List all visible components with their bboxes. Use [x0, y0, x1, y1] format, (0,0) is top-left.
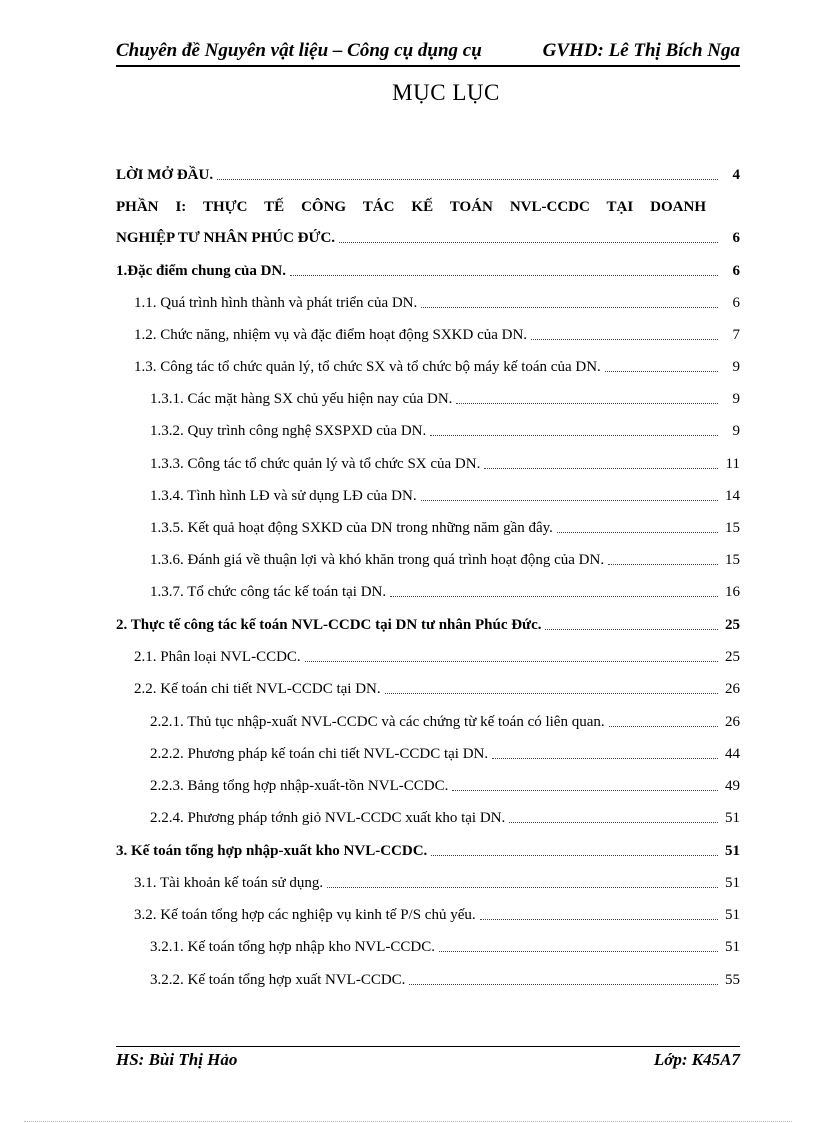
toc-entry: 3. Kế toán tổng hợp nhập-xuất kho NVL-CCDC. 51 [116, 843, 740, 859]
toc-entry: 3.2. Kế toán tổng hợp các nghiệp vụ kinh tế P/S chủ yếu. 51 [134, 907, 740, 923]
page-header [116, 38, 740, 67]
toc-entry: 1.3.1. Các mặt hàng SX chủ yếu hiện nay của DN. 9 [150, 391, 740, 407]
toc-entry: 1.3. Công tác tổ chức quản lý, tổ chức SX và tổ chức bộ máy kế toán của DN. 9 [134, 359, 740, 375]
toc-entry: 2.2.2. Phương pháp kế toán chi tiết NVL-CCDC tại DN. 44 [150, 746, 740, 762]
header-supervisor: GVHD: Lê Thị Bích Nga [542, 40, 740, 61]
toc-entry: 2.1. Phân loại NVL-CCDC. 25 [134, 649, 740, 665]
toc-entry: 1.3.2. Quy trình công nghệ SXSPXD của DN. 9 [150, 423, 740, 439]
toc-entry: 3.2.1. Kế toán tổng hợp nhập kho NVL-CCDC. 51 [150, 939, 740, 955]
toc-entry: 1.3.6. Đánh giá về thuận lợi và khó khăn trong quá trình hoạt động của DN. 15 [150, 552, 740, 568]
toc-entry: 1.3.5. Kết quả hoạt động SXKD của DN trong những năm gần đây. 15 [150, 520, 740, 536]
toc-entry: 1.3.4. Tình hình LĐ và sử dụng LĐ của DN. 14 [150, 488, 740, 504]
toc-entry: 2.2.3. Bảng tổng hợp nhập-xuất-tồn NVL-CCDC. 49 [150, 778, 740, 794]
toc-entry: 3.1. Tài khoản kế toán sử dụng. 51 [134, 875, 740, 891]
header-subject: Chuyên đề Nguyên vật liệu – Công cụ dụng cụ [116, 40, 482, 61]
toc-entry: 3.2.2. Kế toán tổng hợp xuất NVL-CCDC. 55 [150, 972, 740, 988]
page-title: MỤC LỤC [392, 80, 500, 105]
toc-entry-part1: NGHIỆP TƯ NHÂN PHÚC ĐỨC. 6 [116, 230, 740, 246]
toc-entry: 1.2. Chức năng, nhiệm vụ và đặc điểm hoạt động SXKD của DN. 7 [134, 327, 740, 343]
footer-class: Lớp: K45A7 [653, 1050, 740, 1069]
toc-entry: 2. Thực tế công tác kế toán NVL-CCDC tại DN tư nhân Phúc Đức. 25 [116, 617, 740, 633]
toc-entry: 1.3.7. Tổ chức công tác kế toán tại DN. 16 [150, 584, 740, 600]
toc-entry: 1.3.3. Công tác tổ chức quản lý và tổ chức SX của DN. 11 [150, 456, 740, 472]
toc-entry: 2.2.1. Thủ tục nhập-xuất NVL-CCDC và các chứng từ kế toán có liên quan. 26 [150, 714, 740, 730]
toc-entry: 2.2.4. Phương pháp tớnh giỏ NVL-CCDC xuất kho tại DN. 51 [150, 810, 740, 826]
toc-entry: 2.2. Kế toán chi tiết NVL-CCDC tại DN. 26 [134, 681, 740, 697]
footer-student: HS: Bùi Thị Hảo [116, 1050, 238, 1069]
toc-entry-intro: LỜI MỞ ĐẦU. 4 [116, 167, 740, 183]
toc-entry: 1.1. Quá trình hình thành và phát triển của DN. 6 [134, 295, 740, 311]
toc-part1-line1: PHẦN I: THỰC TẾ CÔNG TÁC KẾ TOÁN NVL-CCDC TẠI DOANH [116, 199, 706, 215]
page-footer [116, 1046, 740, 1070]
toc-entry: 1.Đặc điểm chung của DN. 6 [116, 263, 740, 279]
page-bottom-border [24, 1121, 792, 1122]
